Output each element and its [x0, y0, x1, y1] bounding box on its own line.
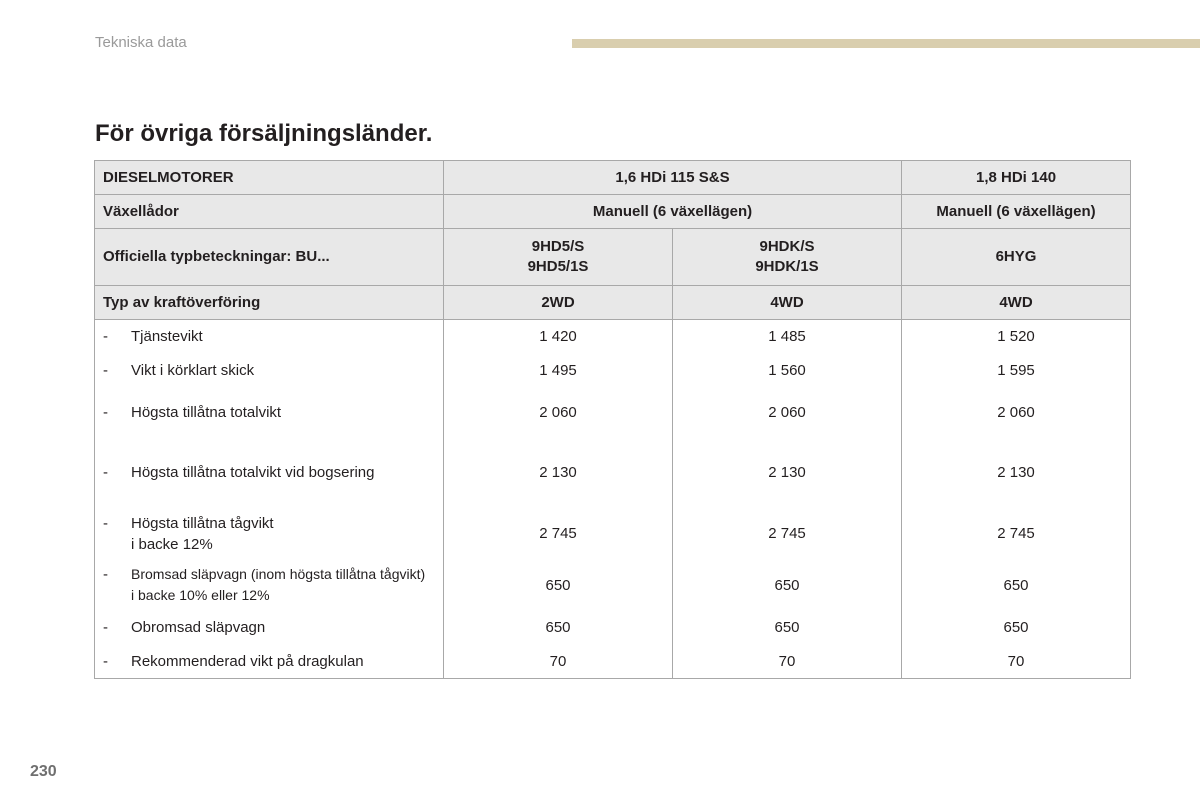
row-label: Vikt i körklart skick	[131, 362, 255, 379]
row-label: Högsta tillåtna totalvikt vid bogsering	[131, 464, 375, 481]
table-body	[95, 320, 1131, 679]
page-number: 230	[30, 763, 57, 780]
drive-value: 4WD	[673, 286, 902, 320]
table-row	[95, 611, 1131, 645]
row-label-cell	[95, 645, 444, 679]
row-label: Högsta tillåtna totalvikt	[131, 404, 282, 421]
row-value: 2 745	[673, 508, 902, 560]
bullet-dash: -	[103, 652, 108, 670]
row-value: 1 485	[673, 320, 902, 354]
row-value: 2 060	[673, 388, 902, 438]
bullet-dash: -	[103, 514, 108, 532]
row-label-cell	[95, 611, 444, 645]
row-value: 1 420	[444, 320, 673, 354]
table-row	[95, 320, 1131, 354]
row-value: 1 560	[673, 354, 902, 388]
row-label: Rekommenderad vikt på dragkulan	[131, 652, 364, 670]
row-value: 2 745	[902, 508, 1131, 560]
table-row	[95, 438, 1131, 508]
row-label-cell	[95, 388, 444, 438]
bullet-dash: -	[103, 362, 108, 379]
type-code-value: 9HDK/S 9HDK/1S	[673, 229, 902, 286]
drive-row	[95, 286, 1131, 320]
row-value: 650	[444, 560, 673, 611]
row-value: 1 495	[444, 354, 673, 388]
table-row	[95, 645, 1131, 679]
row-value: 650	[673, 611, 902, 645]
table-row	[95, 388, 1131, 438]
row-label: Bromsad släpvagn (inom högsta tillåtna tågvikt) i backe 10% eller 12%	[131, 566, 426, 603]
row-value: 70	[673, 645, 902, 679]
row-label: Tjänstevikt	[131, 328, 203, 346]
section-header-rule	[572, 39, 1200, 48]
bullet-dash: -	[103, 566, 108, 583]
engine-row-label: DIESELMOTORER	[95, 161, 444, 195]
row-label-cell	[95, 354, 444, 388]
bullet-dash: -	[103, 619, 108, 636]
bullet-dash: -	[103, 404, 108, 421]
row-value: 650	[902, 611, 1131, 645]
gearbox-row	[95, 195, 1131, 229]
gearbox-row-label: Växellådor	[95, 195, 444, 229]
drive-value: 2WD	[444, 286, 673, 320]
page-heading: För övriga försäljningsländer.	[95, 120, 433, 147]
bullet-dash: -	[103, 328, 108, 346]
table-header	[95, 161, 1131, 320]
table-row	[95, 508, 1131, 560]
row-value: 2 130	[902, 438, 1131, 508]
row-value: 70	[444, 645, 673, 679]
row-value: 2 745	[444, 508, 673, 560]
type-code-row	[95, 229, 1131, 286]
row-value: 2 060	[444, 388, 673, 438]
row-label: Högsta tillåtna tågvikt i backe 12%	[131, 514, 274, 553]
weights-table	[94, 160, 1131, 679]
table-row	[95, 560, 1131, 611]
type-code-value: 9HD5/S 9HD5/1S	[444, 229, 673, 286]
drive-value: 4WD	[902, 286, 1131, 320]
row-value: 650	[444, 611, 673, 645]
row-label-cell	[95, 508, 444, 560]
engine-b-name: 1,8 HDi 140	[902, 161, 1131, 195]
engine-a-name: 1,6 HDi 115 S&S	[444, 161, 902, 195]
row-value: 1 595	[902, 354, 1131, 388]
row-value: 2 060	[902, 388, 1131, 438]
row-value: 2 130	[444, 438, 673, 508]
engine-row	[95, 161, 1131, 195]
row-value: 650	[673, 560, 902, 611]
gearbox-a: Manuell (6 växellägen)	[444, 195, 902, 229]
row-value: 650	[902, 560, 1131, 611]
row-value: 2 130	[673, 438, 902, 508]
gearbox-b: Manuell (6 växellägen)	[902, 195, 1131, 229]
type-code-row-label: Officiella typbeteckningar: BU...	[95, 229, 444, 286]
section-title: Tekniska data	[95, 34, 187, 51]
table-row	[95, 354, 1131, 388]
row-value: 1 520	[902, 320, 1131, 354]
row-label-cell	[95, 438, 444, 508]
row-value: 70	[902, 645, 1131, 679]
row-label-cell	[95, 560, 444, 611]
row-label-cell	[95, 320, 444, 354]
bullet-dash: -	[103, 464, 108, 481]
type-code-value: 6HYG	[902, 229, 1131, 286]
drive-row-label: Typ av kraftöverföring	[95, 286, 444, 320]
row-label: Obromsad släpvagn	[131, 619, 266, 636]
